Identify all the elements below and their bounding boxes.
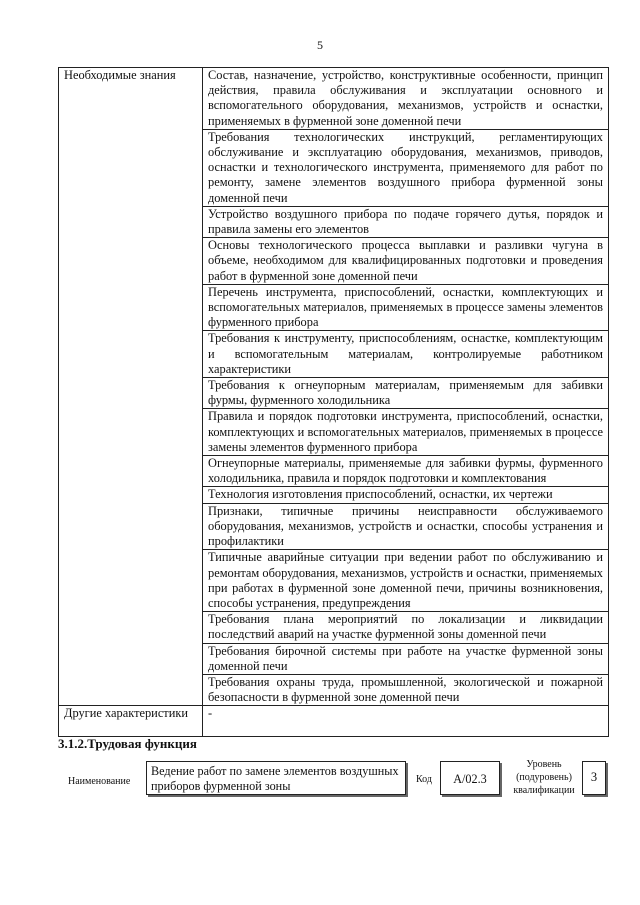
- name-label: Наименование: [68, 776, 131, 787]
- labor-function-row: [58, 758, 613, 802]
- knowledge-item: Устройство воздушного прибора по подаче горячего дутья, порядок и правила замены его элементов: [203, 206, 609, 237]
- knowledge-item: Типичные аварийные ситуации при ведении работ по обслуживанию и ремонтам оборудования, механизмов, устройств и оснастки, применяемых при работах в фурменной зоне доменной печи, причины возникновения, способы устранения, предупреждения: [203, 550, 609, 612]
- table-row: [59, 706, 609, 737]
- level-label: Уровень (подуровень) квалификации: [513, 759, 575, 796]
- page-number: 5: [317, 38, 323, 52]
- knowledge-item: Требования к инструменту, приспособлениям, оснастке, комплектующим и вспомогательным материалам, контролируемые работником характеристики: [203, 331, 609, 378]
- function-name-value: Ведение работ по замене элементов воздушных приборов фурменной зоны: [146, 761, 406, 795]
- other-characteristics-value: -: [203, 706, 609, 737]
- knowledge-item: Требования охраны труда, промышленной, экологической и пожарной безопасности в фурменной зоне доменной печи: [203, 674, 609, 705]
- knowledge-item: Технология изготовления приспособлений, оснастки, их чертежи: [203, 487, 609, 503]
- level-value: 3: [582, 761, 606, 795]
- knowledge-item: Основы технологического процесса выплавки и разливки чугуна в объеме, необходимом для квалифицированных подготовки и проведения работ в фурменной зоне доменной печи: [203, 238, 609, 285]
- other-characteristics-label: Другие характеристики: [59, 706, 203, 737]
- knowledge-item: Перечень инструмента, приспособлений, оснастки, комплектующих и вспомогательных материалов, применяемых в процессе замены элементов фурменного прибора: [203, 284, 609, 331]
- table-row: [59, 68, 609, 130]
- knowledge-item: Огнеупорные материалы, применяемые для забивки фурмы, фурменного холодильника, правила и порядок подготовки и комплектования: [203, 456, 609, 487]
- section-title: 3.1.2.Трудовая функция: [58, 736, 197, 751]
- knowledge-item: Требования к огнеупорным материалам, применяемым для забивки фурмы, фурменного холодильника: [203, 378, 609, 409]
- knowledge-item: Требования плана мероприятий по локализации и ликвидации последствий аварий на участке фурменной зоны доменной печи: [203, 612, 609, 643]
- knowledge-item: Правила и порядок подготовки инструмента, приспособлений, оснастки, комплектующих и вспомогательных материалов, применяемых в процессе замены элементов фурменного прибора: [203, 409, 609, 456]
- knowledge-item: Требования технологических инструкций, регламентирующих обслуживание и эксплуатацию оборудования, механизмов, приводов, оснастки и технологического инструмента, применяемого для работ по ремонту, замене элементов воздушного прибора фурменной зоны доменной печи: [203, 129, 609, 206]
- knowledge-label: Необходимые знания: [59, 68, 203, 706]
- code-value: A/02.3: [440, 761, 500, 795]
- code-label: Код: [416, 774, 432, 785]
- knowledge-item: Требования бирочной системы при работе на участке фурменной зоны доменной печи: [203, 643, 609, 674]
- knowledge-table: [58, 67, 609, 737]
- knowledge-item: Признаки, типичные причины неисправности обслуживаемого оборудования, механизмов, устройств и оснастки, способы устранения и профилактики: [203, 503, 609, 550]
- knowledge-item: Состав, назначение, устройство, конструктивные особенности, принцип действия, правила обслуживания и эксплуатации основного и вспомогательного оборудования, механизмов, устройств и оснастки, применяемых в фурменной зоне доменной печи: [203, 68, 609, 130]
